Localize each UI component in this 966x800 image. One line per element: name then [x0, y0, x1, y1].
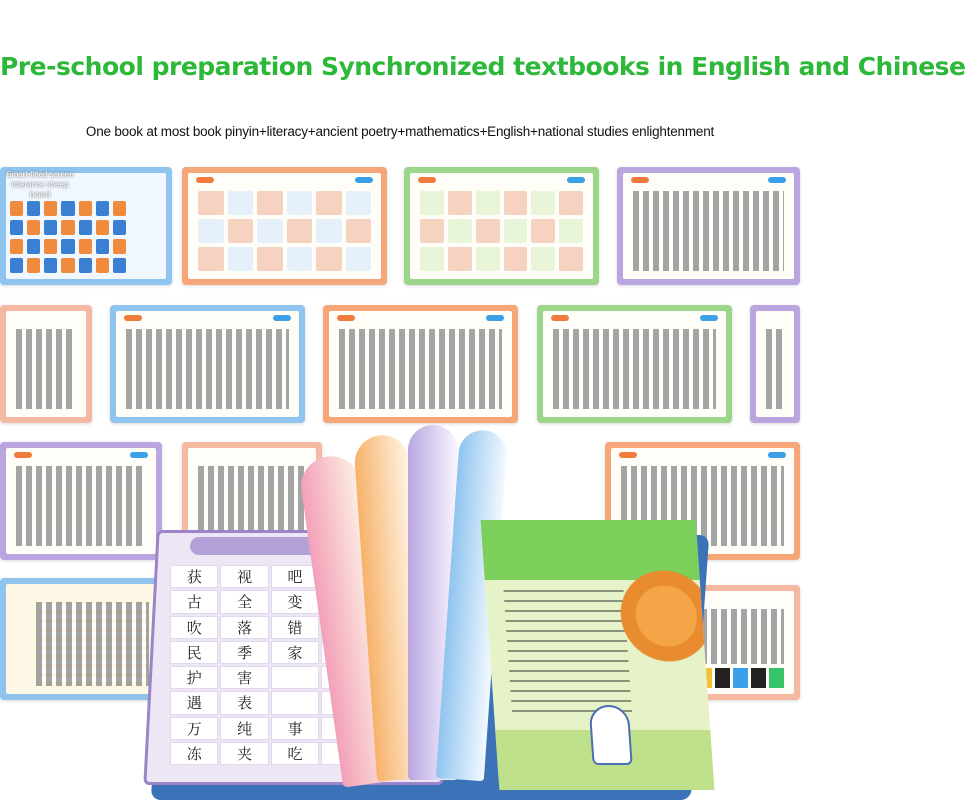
book-character-cell: 表 [220, 691, 268, 714]
book-character-cell: 全 [220, 590, 268, 613]
book-character-cell [271, 666, 319, 689]
book-character-cell: 护 [170, 666, 218, 689]
character-board-2 [0, 305, 92, 423]
subtitle: One book at most book pinyin+literacy+ancient poetry+mathematics+English+national studies enlightenment [85, 124, 715, 139]
book-character-cell: 纯 [220, 717, 268, 740]
book-character-cell: 变 [271, 590, 319, 613]
book-character-cell: 事 [271, 717, 319, 740]
book-right-page [481, 520, 715, 790]
poetry-board [0, 578, 165, 700]
book-character-cell: 落 [220, 616, 268, 639]
pinyin-board-3 [404, 167, 599, 285]
book-character-cell: 民 [170, 641, 218, 664]
child-illustration [588, 705, 632, 765]
character-board-6 [750, 305, 800, 423]
character-board-3 [110, 305, 305, 423]
open-book [150, 425, 710, 800]
character-board-7 [0, 442, 162, 560]
book-character-cell: 遇 [170, 691, 218, 714]
caption-text: Smart-fitted screen tolerance sheep board [6, 170, 74, 199]
book-character-cell: 视 [220, 565, 268, 588]
character-board-4 [323, 305, 518, 423]
book-character-cell: 吹 [170, 616, 218, 639]
book-character-cell: 吃 [271, 742, 319, 765]
book-character-cell: 冻 [170, 742, 218, 765]
book-character-cell: 错 [271, 616, 319, 639]
character-board-5 [537, 305, 732, 423]
book-character-cell: 万 [170, 717, 218, 740]
headline: Pre-school preparation Synchronized textbooks in English and Chinese [0, 52, 966, 81]
book-character-cell: 吧 [271, 565, 319, 588]
book-character-cell: 古 [170, 590, 218, 613]
book-character-cell: 家 [271, 641, 319, 664]
book-character-cell: 害 [220, 666, 268, 689]
pinyin-board-2 [182, 167, 387, 285]
book-character-cell: 季 [220, 641, 268, 664]
book-character-cell: 夹 [220, 742, 268, 765]
character-board-1 [617, 167, 800, 285]
book-character-cell [271, 691, 319, 714]
book-character-cell: 获 [170, 565, 218, 588]
